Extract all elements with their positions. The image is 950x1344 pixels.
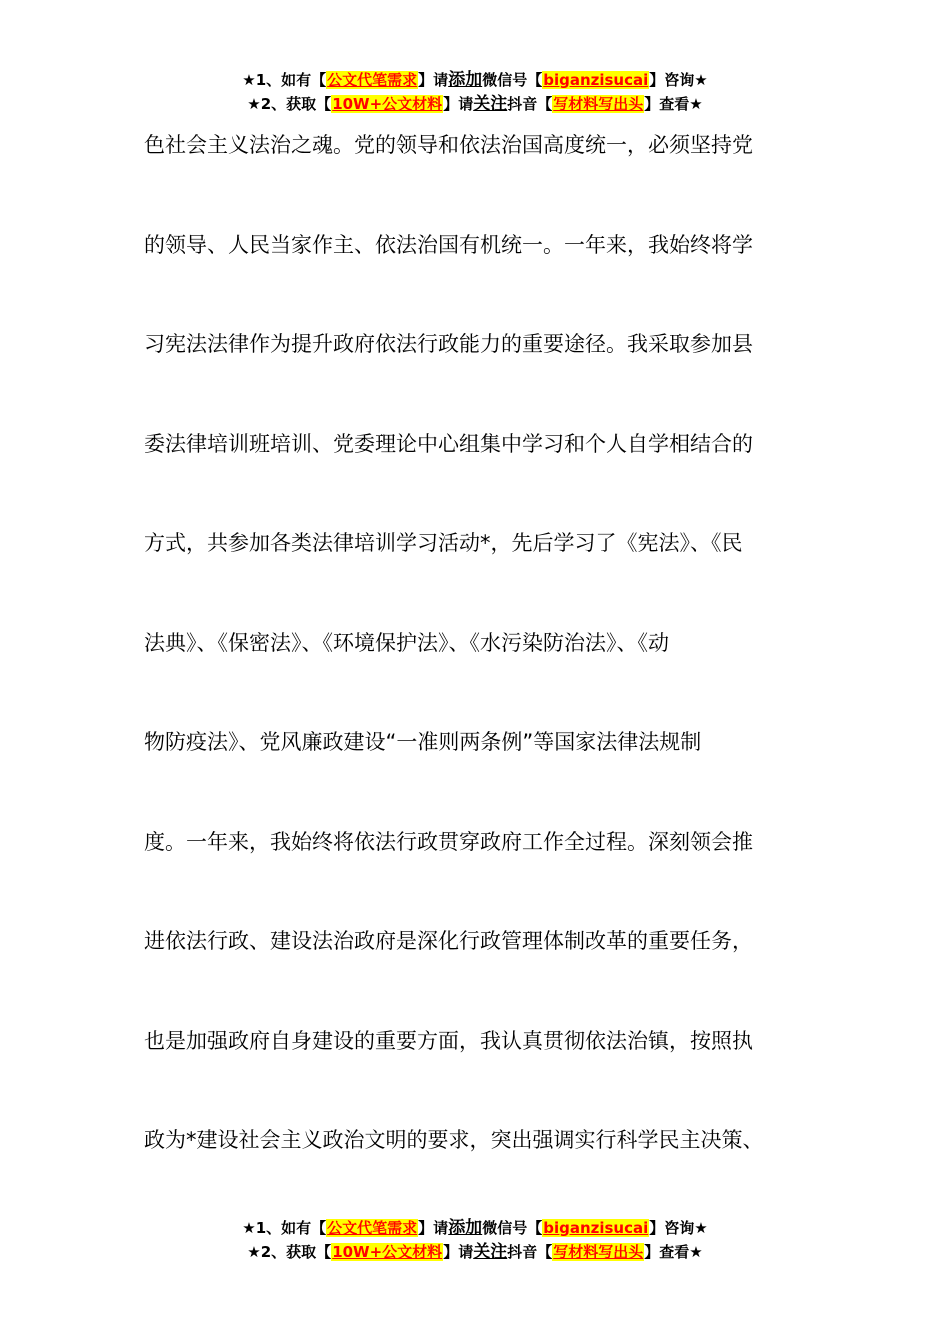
banner-highlight: biganzisucai bbox=[543, 1219, 649, 1237]
footer-banner bbox=[0, 1216, 950, 1264]
banner-text: ★2、获取【 bbox=[247, 1243, 332, 1261]
body-line: 色社会主义法治之魂。党的领导和依法治国高度统一，必须坚持党 bbox=[144, 133, 753, 157]
banner-highlight: 公文代笔需求 bbox=[327, 1219, 418, 1237]
body-line: 政为*建设社会主义政治文明的要求，突出强调实行科学民主决策、 bbox=[144, 1128, 764, 1152]
body-line: 习宪法法律作为提升政府依法行政能力的重要途径。我采取参加县 bbox=[144, 332, 753, 356]
body-line: 也是加强政府自身建设的重要方面，我认真贯彻依法治镇，按照执 bbox=[144, 1028, 753, 1053]
banner-text: 】请 bbox=[443, 95, 474, 113]
document-body bbox=[144, 120, 824, 1215]
banner-text: 微信号【 bbox=[482, 71, 543, 89]
header-banner bbox=[0, 68, 950, 116]
banner-underline: 关注 bbox=[473, 1242, 508, 1262]
banner-line-2 bbox=[0, 92, 950, 116]
banner-text: 】请 bbox=[418, 71, 449, 89]
banner-line-2 bbox=[0, 1240, 950, 1264]
banner-highlight: 公文代笔需求 bbox=[327, 71, 418, 89]
banner-line-1 bbox=[0, 68, 950, 92]
body-line: 度。一年来，我始终将依法行政贯穿政府工作全过程。深刻领会推 bbox=[144, 829, 753, 854]
banner-text: 抖音【 bbox=[507, 95, 553, 113]
banner-underline: 关注 bbox=[473, 94, 508, 114]
banner-text: 】查看★ bbox=[644, 95, 703, 113]
banner-text: ★2、获取【 bbox=[247, 95, 332, 113]
body-line: 法典》、《保密法》、《环境保护法》、《水污染防治法》、《动 bbox=[144, 630, 669, 655]
banner-underline: 添加 bbox=[448, 1218, 483, 1238]
banner-text: 抖音【 bbox=[507, 1243, 553, 1261]
body-line: 的领导、人民当家作主、依法治国有机统一。一年来，我始终将学 bbox=[144, 232, 753, 257]
banner-underline: 添加 bbox=[448, 70, 483, 90]
banner-highlight: biganzisucai bbox=[543, 71, 649, 89]
body-line: 物防疫法》、党风廉政建设“一准则两条例”等国家法律法规制 bbox=[144, 730, 702, 754]
banner-text: 】请 bbox=[443, 1243, 474, 1261]
body-line: 进依法行政、建设法治政府是深化行政管理体制改革的重要任务， bbox=[144, 929, 753, 953]
banner-text: 】请 bbox=[418, 1219, 449, 1237]
banner-text: 】咨询★ bbox=[649, 1219, 708, 1237]
banner-text: 微信号【 bbox=[482, 1219, 543, 1237]
banner-highlight: 写材料写出头 bbox=[553, 1243, 644, 1261]
body-line: 委法律培训班培训、党委理论中心组集中学习和个人自学相结合的 bbox=[144, 431, 753, 456]
banner-highlight: 写材料写出头 bbox=[553, 95, 644, 113]
banner-highlight: 10W+公文材料 bbox=[332, 95, 443, 113]
body-line: 方式，共参加各类法律培训学习活动*，先后学习了《宪法》、《民 bbox=[144, 531, 743, 555]
banner-highlight: 10W+公文材料 bbox=[332, 1243, 443, 1261]
banner-line-1 bbox=[0, 1216, 950, 1240]
banner-text: ★1、如有【 bbox=[242, 71, 327, 89]
banner-text: ★1、如有【 bbox=[242, 1219, 327, 1237]
banner-text: 】查看★ bbox=[644, 1243, 703, 1261]
banner-text: 】咨询★ bbox=[649, 71, 708, 89]
